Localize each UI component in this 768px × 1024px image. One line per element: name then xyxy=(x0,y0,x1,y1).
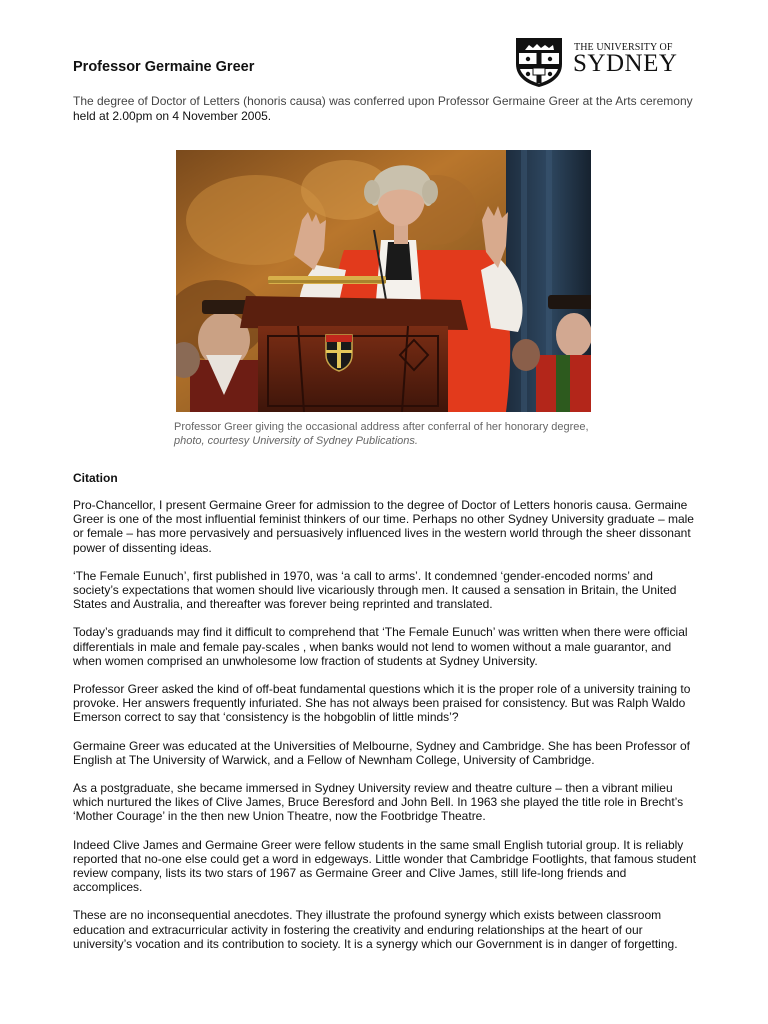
photo-caption xyxy=(174,420,604,448)
citation-paragraph: Indeed Clive James and Germaine Greer were fellow students in the same small English tutorial group. It is reliably reported that no-one else could get a word in edgeways. Little wonder that Cambridge Footlights, that famous student review company, lists its two stars of 1967 as Germaine Greer and Clive James, still life-long friends and accomplices. xyxy=(73,837,697,895)
citation-body xyxy=(73,498,699,965)
university-logo[interactable] xyxy=(513,36,678,88)
citation-paragraph: Germaine Greer was educated at the Universities of Melbourne, Sydney and Cambridge. She has been Professor of English at The University of Warwick, and a Fellow of Newnham College, University of Cambridge. xyxy=(73,738,690,767)
citation-paragraph: Pro-Chancellor, I present Germaine Greer for admission to the degree of Doctor of Letters honoris causa. Germaine Greer is one of the most influential feminist thinkers of our time. Perhaps no other Sydney University graduate – male or female – has more pervasively and persuasively influenced lives in the western world through the sheer dissonant power of dissenting ideas. xyxy=(73,498,694,555)
citation-paragraph: Professor Greer asked the kind of off-beat fundamental questions which it is the proper role of a university training to provoke. Her answers frequently infuriated. She has not always been praised for consistency. But was Ralph Waldo Emerson correct to say that ‘consistency is the hobgoblin of little minds’? xyxy=(73,682,691,725)
intro-text-2: held at 2.00pm on 4 November 2005. xyxy=(73,108,272,123)
citation-paragraph: These are no inconsequential anecdotes. They illustrate the profound synergy which exists between classroom education and extracurricular activity in fostering the creativity and enduring relationships at the heart of our university’s vocation and its contribution to society. It is a synergy which our Government is in danger of forgetting. xyxy=(73,908,678,951)
citation-paragraph: Today’s graduands may find it difficult to comprehend that ‘The Female Eunuch’ was written when there were official differentials in male and female pay-scales , when banks would not lend to women without a male guarantor, and when women comprised an unwholesome low fraction of students at Sydney University. xyxy=(73,625,688,668)
page-title: Professor Germaine Greer xyxy=(73,59,255,75)
caption-text: Professor Greer giving the occasional address after conferral of her honorary degree, xyxy=(174,421,589,433)
logo-line1: THE UNIVERSITY OF xyxy=(574,42,673,53)
citation-paragraph: As a postgraduate, she became immersed in Sydney University review and theatre culture – then a vibrant milieu which nurtured the likes of Clive James, Bruce Beresford and John Bell. In 1963 she played the title role in Brecht’s ‘Mother Courage’ in the then new Union Theatre, now the Footbridge Theatre. xyxy=(73,781,684,824)
intro-text-1: The degree of Doctor of Letters (honoris causa) was conferred upon Professor Germaine Greer at the Arts ceremony xyxy=(73,94,693,108)
intro-paragraph xyxy=(73,94,693,123)
ceremony-photo xyxy=(176,150,591,412)
citation-paragraph: ‘The Female Eunuch’, first published in 1970, was ‘a call to arms’. It condemned ‘gender-encoded norms’ and society’s expectations that women should live vicariously through men. It caused a sensation in Britain, the United States and Australia, and thereafter was forever being reprinted and translated. xyxy=(73,568,677,612)
photo-credit: photo, courtesy University of Sydney Publications. xyxy=(174,435,418,447)
logo-line2: SYDNEY xyxy=(573,50,678,77)
university-crest-icon xyxy=(513,36,565,88)
citation-heading: Citation xyxy=(73,471,118,485)
